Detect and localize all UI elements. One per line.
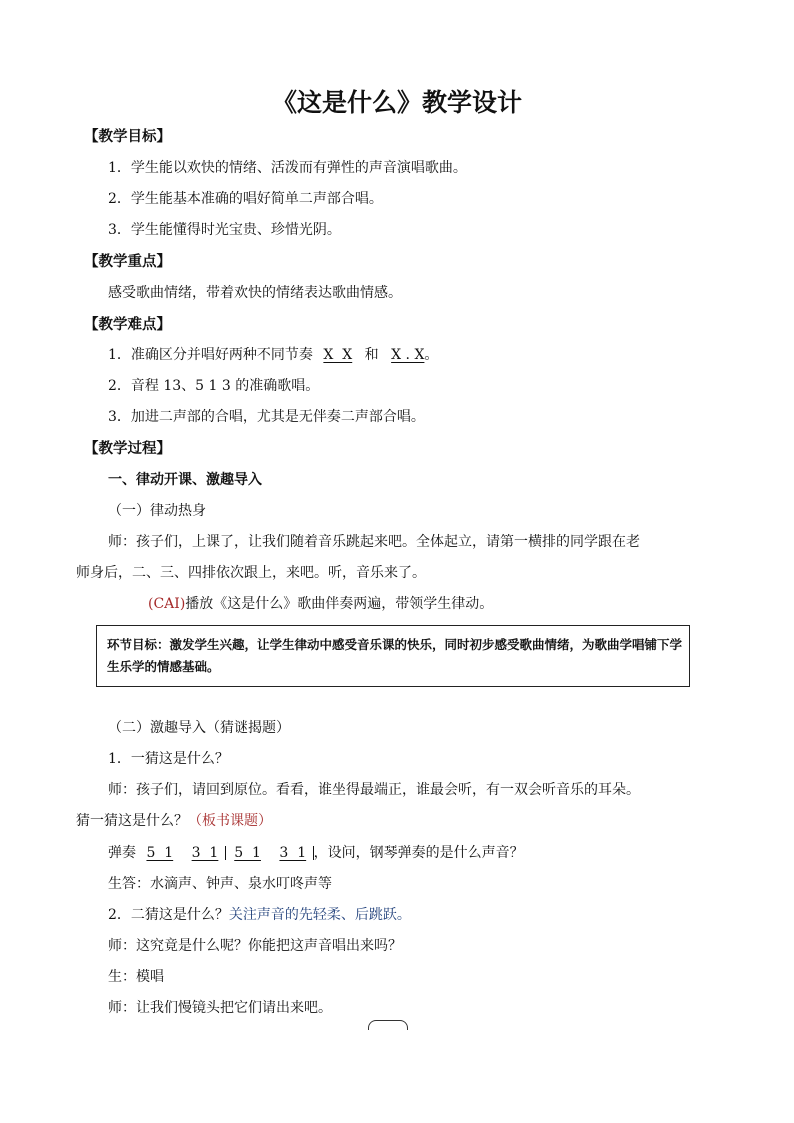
guess-2 <box>108 904 411 924</box>
difficulty-item-1-end: 。 <box>424 347 439 363</box>
para2-line2-row <box>76 810 272 830</box>
section-heading-goals: 【教学目标】 <box>84 128 171 145</box>
difficulty-item-1-text: 1．准确区分并唱好两种不同节奏 <box>108 347 313 363</box>
teacher-slow: 师：让我们慢镜头把它们请出来吧。 <box>108 1000 332 1016</box>
guess-1: 1．一猜这是什么？ <box>108 751 229 767</box>
guess-2-focus: 关注声音的先轻柔、后跳跃。 <box>228 907 411 923</box>
difficulty-item-2: 2．音程 13、5 1 3 的准确歌唱。 <box>108 378 320 394</box>
cai-line <box>148 593 493 613</box>
rhythm-note: 5 1 <box>234 845 261 861</box>
guess-2-text: 2．二猜这是什么？ <box>108 907 229 923</box>
section-heading-difficulties: 【教学难点】 <box>84 316 171 333</box>
goal-item-2: 2．学生能基本准确的唱好简单二声部合唱。 <box>108 191 383 207</box>
para1-line2: 师身后，二、三、四排依次跟上，来吧。听，音乐来了。 <box>76 565 426 581</box>
board-note: （板书课题） <box>188 813 272 829</box>
play-question: ，设问，钢琴弹奏的是什么声音？ <box>313 845 524 861</box>
bar-line <box>225 846 226 860</box>
goal-note-text: 环节目标：激发学生兴趣，让学生律动中感受音乐课的快乐，同时初步感受歌曲情绪，为歌曲学唱铺下学生乐学的情感基础。 <box>107 637 683 674</box>
section-heading-process: 【教学过程】 <box>84 440 171 457</box>
rhythm-pattern-b: X . X <box>391 347 425 363</box>
goal-item-3: 3．学生能懂得时光宝贵、珍惜光阴。 <box>108 222 341 238</box>
page-number-badge <box>368 1020 408 1030</box>
cai-text: 播放《这是什么》歌曲伴奏两遍，带领学生律动。 <box>185 596 494 612</box>
part1-sub2: （二）激趣导入（猜谜揭题） <box>108 720 290 736</box>
section-heading-key-points: 【教学重点】 <box>84 253 171 270</box>
rhythm-note: 5 1 <box>146 845 174 861</box>
cai-tag: (CAI) <box>148 596 186 612</box>
key-points-text: 感受歌曲情绪，带着欢快的情绪表达歌曲情感。 <box>108 285 402 301</box>
para2-line2: 猜一猜这是什么？ <box>76 813 188 829</box>
play-label: 弹奏 <box>108 845 136 861</box>
conjunction-and: 和 <box>364 347 379 363</box>
part1-title: 一、律动开课、激趣导入 <box>108 472 262 488</box>
rhythm-pattern-a: X X <box>323 347 353 363</box>
teacher-question: 师：这究竟是什么呢？你能把这声音唱出来吗？ <box>108 938 402 954</box>
part1-sub1: （一）律动热身 <box>108 503 206 519</box>
rhythm-note: 3 1 <box>191 845 219 861</box>
para2-line1: 师：孩子们，请回到原位。看看，谁坐得最端正，谁最会听，有一双会听音乐的耳朵。 <box>108 782 640 798</box>
page-title: 《这是什么》教学设计 <box>271 88 522 117</box>
rhythm-note: 3 1 <box>279 845 307 861</box>
goal-note-box <box>96 625 690 687</box>
goal-item-1: 1．学生能以欢快的情绪、活泼而有弹性的声音演唱歌曲。 <box>108 160 467 176</box>
difficulty-item-1 <box>108 344 438 364</box>
student-answer: 生答：水滴声、钟声、泉水叮咚声等 <box>108 876 332 892</box>
rhythm-line <box>108 842 524 862</box>
difficulty-item-3: 3．加进二声部的合唱，尤其是无伴奏二声部合唱。 <box>108 409 425 425</box>
para1-line1: 师：孩子们，上课了，让我们随着音乐跳起来吧。全体起立，请第一横排的同学跟在老 <box>108 534 640 550</box>
student-imitate: 生：模唱 <box>108 969 164 985</box>
